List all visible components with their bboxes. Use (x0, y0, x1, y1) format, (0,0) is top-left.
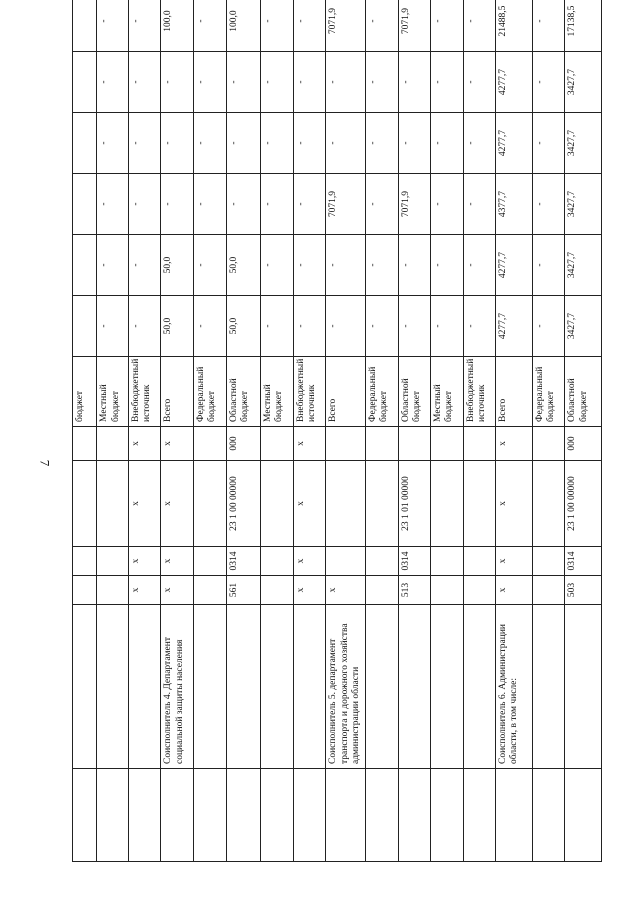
table-row (532, 0, 565, 862)
table-row (365, 0, 398, 862)
section-code-cell (532, 547, 565, 576)
blank-cell (128, 769, 161, 862)
executor-cell (97, 605, 129, 769)
table-row (97, 0, 129, 862)
section-code-cell (365, 547, 398, 576)
grbs-code-cell (261, 576, 294, 605)
expense-type-cell: х (293, 427, 326, 461)
source-cell: Всего (161, 357, 194, 427)
year4-value-cell: - (532, 113, 565, 174)
source-cell: Местный бюджет (431, 357, 464, 427)
table-row (261, 0, 294, 862)
target-article-cell: 23 1 01 00000 (398, 461, 431, 547)
year3-value-cell: - (128, 174, 161, 235)
expense-type-cell: 000 (226, 427, 261, 461)
source-cell: Всего (496, 357, 533, 427)
grbs-code-cell: х (161, 576, 194, 605)
blank-cell (326, 769, 366, 862)
year1-value-cell: - (463, 296, 496, 357)
executor-cell (293, 605, 326, 769)
year4-value-cell: - (431, 113, 464, 174)
year2-value-cell: - (293, 235, 326, 296)
year5-value-cell: - (97, 52, 129, 113)
year4-value-cell: - (398, 113, 431, 174)
section-code-cell: 0314 (565, 547, 602, 576)
year4-value-cell: 4277,7 (496, 113, 533, 174)
section-code-cell: х (161, 547, 194, 576)
year1-value-cell: 3427,7 (565, 296, 602, 357)
executor-cell (463, 605, 496, 769)
table-row (226, 0, 261, 862)
year3-value-cell: - (226, 174, 261, 235)
grbs-code-cell (193, 576, 226, 605)
target-article-cell (463, 461, 496, 547)
year2-value-cell: - (365, 235, 398, 296)
year2-value-cell: - (398, 235, 431, 296)
year2-value-cell: 50,0 (226, 235, 261, 296)
total-value-cell: - (293, 0, 326, 52)
source-cell: Федеральный бюджет (532, 357, 565, 427)
year5-value-cell (73, 52, 97, 113)
table-row (463, 0, 496, 862)
expense-type-cell (193, 427, 226, 461)
section-code-cell (73, 547, 97, 576)
year2-value-cell: - (128, 235, 161, 296)
total-value-cell: - (128, 0, 161, 52)
year5-value-cell: - (431, 52, 464, 113)
grbs-code-cell: 561 (226, 576, 261, 605)
total-value-cell: 100,0 (226, 0, 261, 52)
year4-value-cell: - (193, 113, 226, 174)
target-article-cell (431, 461, 464, 547)
target-article-cell: х (496, 461, 533, 547)
target-article-cell (73, 461, 97, 547)
table-row (161, 0, 194, 862)
year5-value-cell: - (326, 52, 366, 113)
section-code-cell: 0314 (226, 547, 261, 576)
total-value-cell: - (365, 0, 398, 52)
expense-type-cell (73, 427, 97, 461)
year4-value-cell: - (97, 113, 129, 174)
section-code-cell (261, 547, 294, 576)
grbs-code-cell (365, 576, 398, 605)
year4-value-cell (73, 113, 97, 174)
year3-value-cell (73, 174, 97, 235)
executor-cell (365, 605, 398, 769)
year3-value-cell: 4377,7 (496, 174, 533, 235)
grbs-code-cell (97, 576, 129, 605)
year2-value-cell: 4277,7 (496, 235, 533, 296)
year5-value-cell: - (128, 52, 161, 113)
year5-value-cell: - (226, 52, 261, 113)
source-cell: Местный бюджет (261, 357, 294, 427)
table-container (72, 5, 602, 862)
year3-value-cell: 7071,9 (326, 174, 366, 235)
total-value-cell: - (261, 0, 294, 52)
year3-value-cell: - (431, 174, 464, 235)
executor-cell (565, 605, 602, 769)
expense-type-cell (261, 427, 294, 461)
blank-cell (226, 769, 261, 862)
executor-cell (261, 605, 294, 769)
executor-cell (226, 605, 261, 769)
total-value-cell: 17138,5 (565, 0, 602, 52)
year2-value-cell: - (326, 235, 366, 296)
source-cell: Областной бюджет (226, 357, 261, 427)
grbs-code-cell: х (293, 576, 326, 605)
target-article-cell (532, 461, 565, 547)
blank-cell (161, 769, 194, 862)
year1-value-cell: 4277,7 (496, 296, 533, 357)
grbs-code-cell (463, 576, 496, 605)
total-value-cell: - (193, 0, 226, 52)
grbs-code-cell: х (128, 576, 161, 605)
year1-value-cell: 50,0 (226, 296, 261, 357)
target-article-cell: х (161, 461, 194, 547)
executor-cell (193, 605, 226, 769)
grbs-code-cell (73, 576, 97, 605)
year5-value-cell: - (193, 52, 226, 113)
target-article-cell (97, 461, 129, 547)
year3-value-cell: - (161, 174, 194, 235)
table-row (496, 0, 533, 862)
expense-type-cell (365, 427, 398, 461)
table-row (73, 0, 97, 862)
year5-value-cell: - (398, 52, 431, 113)
expense-type-cell: х (128, 427, 161, 461)
total-value-cell: - (431, 0, 464, 52)
source-cell: Внебюджетный источник (293, 357, 326, 427)
year5-value-cell: - (261, 52, 294, 113)
executor-cell: Соисполнитель 5. департамент транспорта и дорожного хозяйства администрации области (326, 605, 366, 769)
section-code-cell (326, 547, 366, 576)
blank-cell (398, 769, 431, 862)
year1-value-cell: 50,0 (161, 296, 194, 357)
grbs-code-cell: 513 (398, 576, 431, 605)
blank-cell (532, 769, 565, 862)
year2-value-cell: - (261, 235, 294, 296)
year5-value-cell: 4277,7 (496, 52, 533, 113)
page-number: 7 (37, 459, 53, 467)
year4-value-cell: - (226, 113, 261, 174)
year4-value-cell: 3427,7 (565, 113, 602, 174)
source-cell: Местный бюджет (97, 357, 129, 427)
year3-value-cell: - (532, 174, 565, 235)
executor-cell (398, 605, 431, 769)
expense-type-cell (398, 427, 431, 461)
target-article-cell: х (293, 461, 326, 547)
source-cell: Внебюджетный источник (463, 357, 496, 427)
table-row (565, 0, 602, 862)
year1-value-cell: - (326, 296, 366, 357)
year1-value-cell: - (261, 296, 294, 357)
total-value-cell: - (97, 0, 129, 52)
year1-value-cell (73, 296, 97, 357)
table-row (326, 0, 366, 862)
table-row (398, 0, 431, 862)
target-article-cell (261, 461, 294, 547)
year4-value-cell: - (365, 113, 398, 174)
year5-value-cell: - (293, 52, 326, 113)
year3-value-cell: - (463, 174, 496, 235)
blank-cell (73, 769, 97, 862)
executor-cell (73, 605, 97, 769)
section-code-cell (463, 547, 496, 576)
grbs-code-cell: х (326, 576, 366, 605)
year2-value-cell: - (431, 235, 464, 296)
target-article-cell: 23 1 00 00000 (226, 461, 261, 547)
total-value-cell: 7071,9 (398, 0, 431, 52)
blank-cell (97, 769, 129, 862)
source-cell: Внебюджетный источник (128, 357, 161, 427)
year4-value-cell: - (463, 113, 496, 174)
year4-value-cell: - (293, 113, 326, 174)
total-value-cell: 21488,5 (496, 0, 533, 52)
year3-value-cell: 3427,7 (565, 174, 602, 235)
year3-value-cell: - (365, 174, 398, 235)
section-code-cell (431, 547, 464, 576)
section-code-cell: х (293, 547, 326, 576)
year1-value-cell: - (431, 296, 464, 357)
target-article-cell: 23 1 00 00000 (565, 461, 602, 547)
section-code-cell (193, 547, 226, 576)
year3-value-cell: - (293, 174, 326, 235)
target-article-cell (326, 461, 366, 547)
source-cell: Областной бюджет (565, 357, 602, 427)
executor-cell: Соисполнитель 4. Департамент социальной защиты населения (161, 605, 194, 769)
year1-value-cell: - (398, 296, 431, 357)
budget-table (72, 0, 602, 862)
year2-value-cell: - (193, 235, 226, 296)
blank-cell (565, 769, 602, 862)
total-value-cell: - (532, 0, 565, 52)
target-article-cell (365, 461, 398, 547)
blank-cell (463, 769, 496, 862)
year1-value-cell: - (128, 296, 161, 357)
year5-value-cell: - (365, 52, 398, 113)
executor-cell (128, 605, 161, 769)
source-cell: Областной бюджет (398, 357, 431, 427)
year3-value-cell: - (97, 174, 129, 235)
year3-value-cell: - (193, 174, 226, 235)
year5-value-cell: 3427,7 (565, 52, 602, 113)
year4-value-cell: - (326, 113, 366, 174)
blank-cell (431, 769, 464, 862)
year4-value-cell: - (128, 113, 161, 174)
target-article-cell: х (128, 461, 161, 547)
expense-type-cell (532, 427, 565, 461)
executor-cell: Соисполнитель 6. Администрации области, в том числе: (496, 605, 533, 769)
year5-value-cell: - (463, 52, 496, 113)
table-row (193, 0, 226, 862)
section-code-cell: х (128, 547, 161, 576)
year2-value-cell: - (532, 235, 565, 296)
total-value-cell: - (463, 0, 496, 52)
total-value-cell: 100,0 (161, 0, 194, 52)
blank-cell (496, 769, 533, 862)
source-cell: бюджет (73, 357, 97, 427)
year5-value-cell: - (161, 52, 194, 113)
executor-cell (431, 605, 464, 769)
grbs-code-cell: х (496, 576, 533, 605)
total-value-cell: 7071,9 (326, 0, 366, 52)
blank-cell (193, 769, 226, 862)
grbs-code-cell (532, 576, 565, 605)
year2-value-cell: - (463, 235, 496, 296)
expense-type-cell (463, 427, 496, 461)
table-row (128, 0, 161, 862)
year1-value-cell: - (193, 296, 226, 357)
year5-value-cell: - (532, 52, 565, 113)
year2-value-cell (73, 235, 97, 296)
expense-type-cell (431, 427, 464, 461)
expense-type-cell: х (496, 427, 533, 461)
year2-value-cell: - (97, 235, 129, 296)
year1-value-cell: - (293, 296, 326, 357)
table-row (293, 0, 326, 862)
section-code-cell (97, 547, 129, 576)
section-code-cell: х (496, 547, 533, 576)
expense-type-cell: х (161, 427, 194, 461)
blank-cell (261, 769, 294, 862)
year1-value-cell: - (365, 296, 398, 357)
grbs-code-cell (431, 576, 464, 605)
executor-cell (532, 605, 565, 769)
grbs-code-cell: 503 (565, 576, 602, 605)
year1-value-cell: - (97, 296, 129, 357)
year1-value-cell: - (532, 296, 565, 357)
year2-value-cell: 50,0 (161, 235, 194, 296)
target-article-cell (193, 461, 226, 547)
source-cell: Федеральный бюджет (193, 357, 226, 427)
section-code-cell: 0314 (398, 547, 431, 576)
blank-cell (365, 769, 398, 862)
table-row (431, 0, 464, 862)
expense-type-cell (326, 427, 366, 461)
source-cell: Федеральный бюджет (365, 357, 398, 427)
expense-type-cell (97, 427, 129, 461)
year4-value-cell: - (161, 113, 194, 174)
year3-value-cell: 7071,9 (398, 174, 431, 235)
blank-cell (293, 769, 326, 862)
expense-type-cell: 000 (565, 427, 602, 461)
year4-value-cell: - (261, 113, 294, 174)
year2-value-cell: 3427,7 (565, 235, 602, 296)
year3-value-cell: - (261, 174, 294, 235)
total-value-cell (73, 0, 97, 52)
source-cell: Всего (326, 357, 366, 427)
